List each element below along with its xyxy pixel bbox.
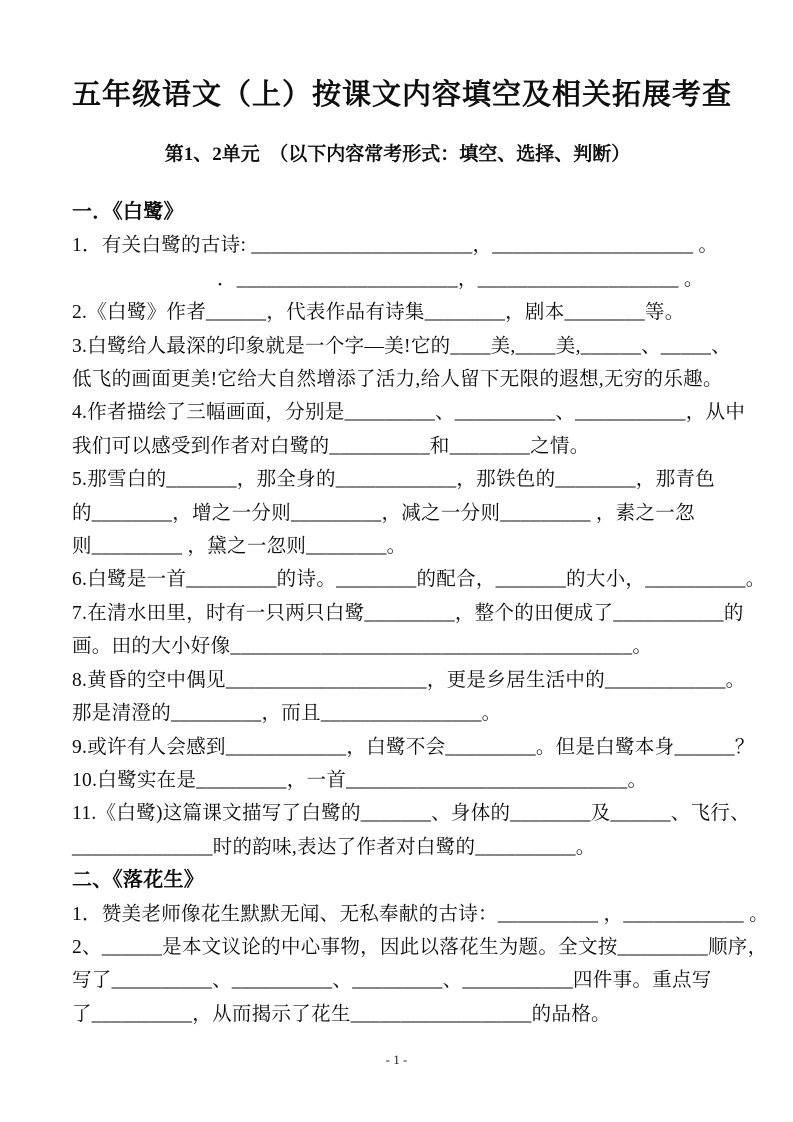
question-line: 9.或许有人会感到____________，白鹭不会_________。但是白鹭本身______？ — [72, 736, 755, 758]
question-line: 则_________ ，黛之一忽则________。 — [72, 536, 407, 558]
page-title: 五年级语文（上）按课文内容填空及相关拓展考查 — [72, 79, 733, 111]
question-line: 11.《白鹭)这篇课文描写了白鹭的_______、身体的________及______、飞行、 — [72, 803, 750, 825]
question-line: 8.黄昏的空中偶见____________________，更是乡居生活中的____________。 — [72, 669, 746, 691]
question-line: ______________时的韵味,表达了作者对白鹭的__________。 — [72, 836, 596, 858]
question-line: 1．有关白鹭的古诗: ______________________，____________________ 。 — [72, 235, 719, 257]
question-line: ．______________________，____________________ 。 — [217, 268, 704, 290]
page-subtitle: 第1、2单元 （以下内容常考形式：填空、选择、判断） — [164, 144, 631, 165]
question-line: 5.那雪白的_______，那全身的____________，那铁色的________，那青色 — [72, 469, 715, 491]
question-line: 10.白鹭实在是_________，一首____________________________。 — [72, 769, 648, 791]
question-line: 画。田的大小好像________________________________________。 — [72, 636, 653, 658]
question-line: 写了__________、__________、_________、___________四件事。重点写 — [72, 970, 712, 992]
question-line: 6.白鹭是一首_________的诗。________的配合，_______的大小，__________。 — [72, 569, 766, 591]
page-number: - 1 - — [385, 1052, 408, 1067]
question-line: 低飞的画面更美!它给大自然增添了活力,给人留下无限的遐想,无穷的乐趣。 — [72, 369, 723, 391]
question-line: 那是清澄的_________，而且________________。 — [72, 703, 502, 725]
question-line: 2.《白鹭》作者______，代表作品有诗集________，剧本________等。 — [72, 302, 685, 324]
question-line: 我们可以感受到作者对白鹭的__________和________之情。 — [72, 435, 590, 457]
question-line: 4.作者描绘了三幅画面，分别是_________、__________、___________，从中 — [72, 402, 746, 424]
section-heading-bailu: 一．《白鹭》 — [72, 201, 184, 223]
question-line: 7.在清水田里，时有一只两只白鹭_________，整个的田便成了___________的 — [72, 602, 744, 624]
question-line: 了__________，从而揭示了花生__________________的品格。 — [72, 1003, 611, 1025]
question-line: 3.白鹭给人最深的印象就是一个字—美!它的____美,____美,______、_____、 — [72, 335, 731, 357]
question-line: 1．赞美老师像花生默默无闻、无私奉献的古诗：__________ ，____________ 。 — [72, 903, 769, 925]
section-heading-luohuasheng: 二、《落花生》 — [72, 869, 205, 892]
question-line: 的________，增之一分则_________，减之一分则_________ ，素之一忽 — [72, 502, 695, 524]
question-line: 2、______是本文议论的中心事物，因此以落花生为题。全文按_________顺序， — [72, 936, 768, 958]
worksheet-body — [72, 196, 769, 1031]
